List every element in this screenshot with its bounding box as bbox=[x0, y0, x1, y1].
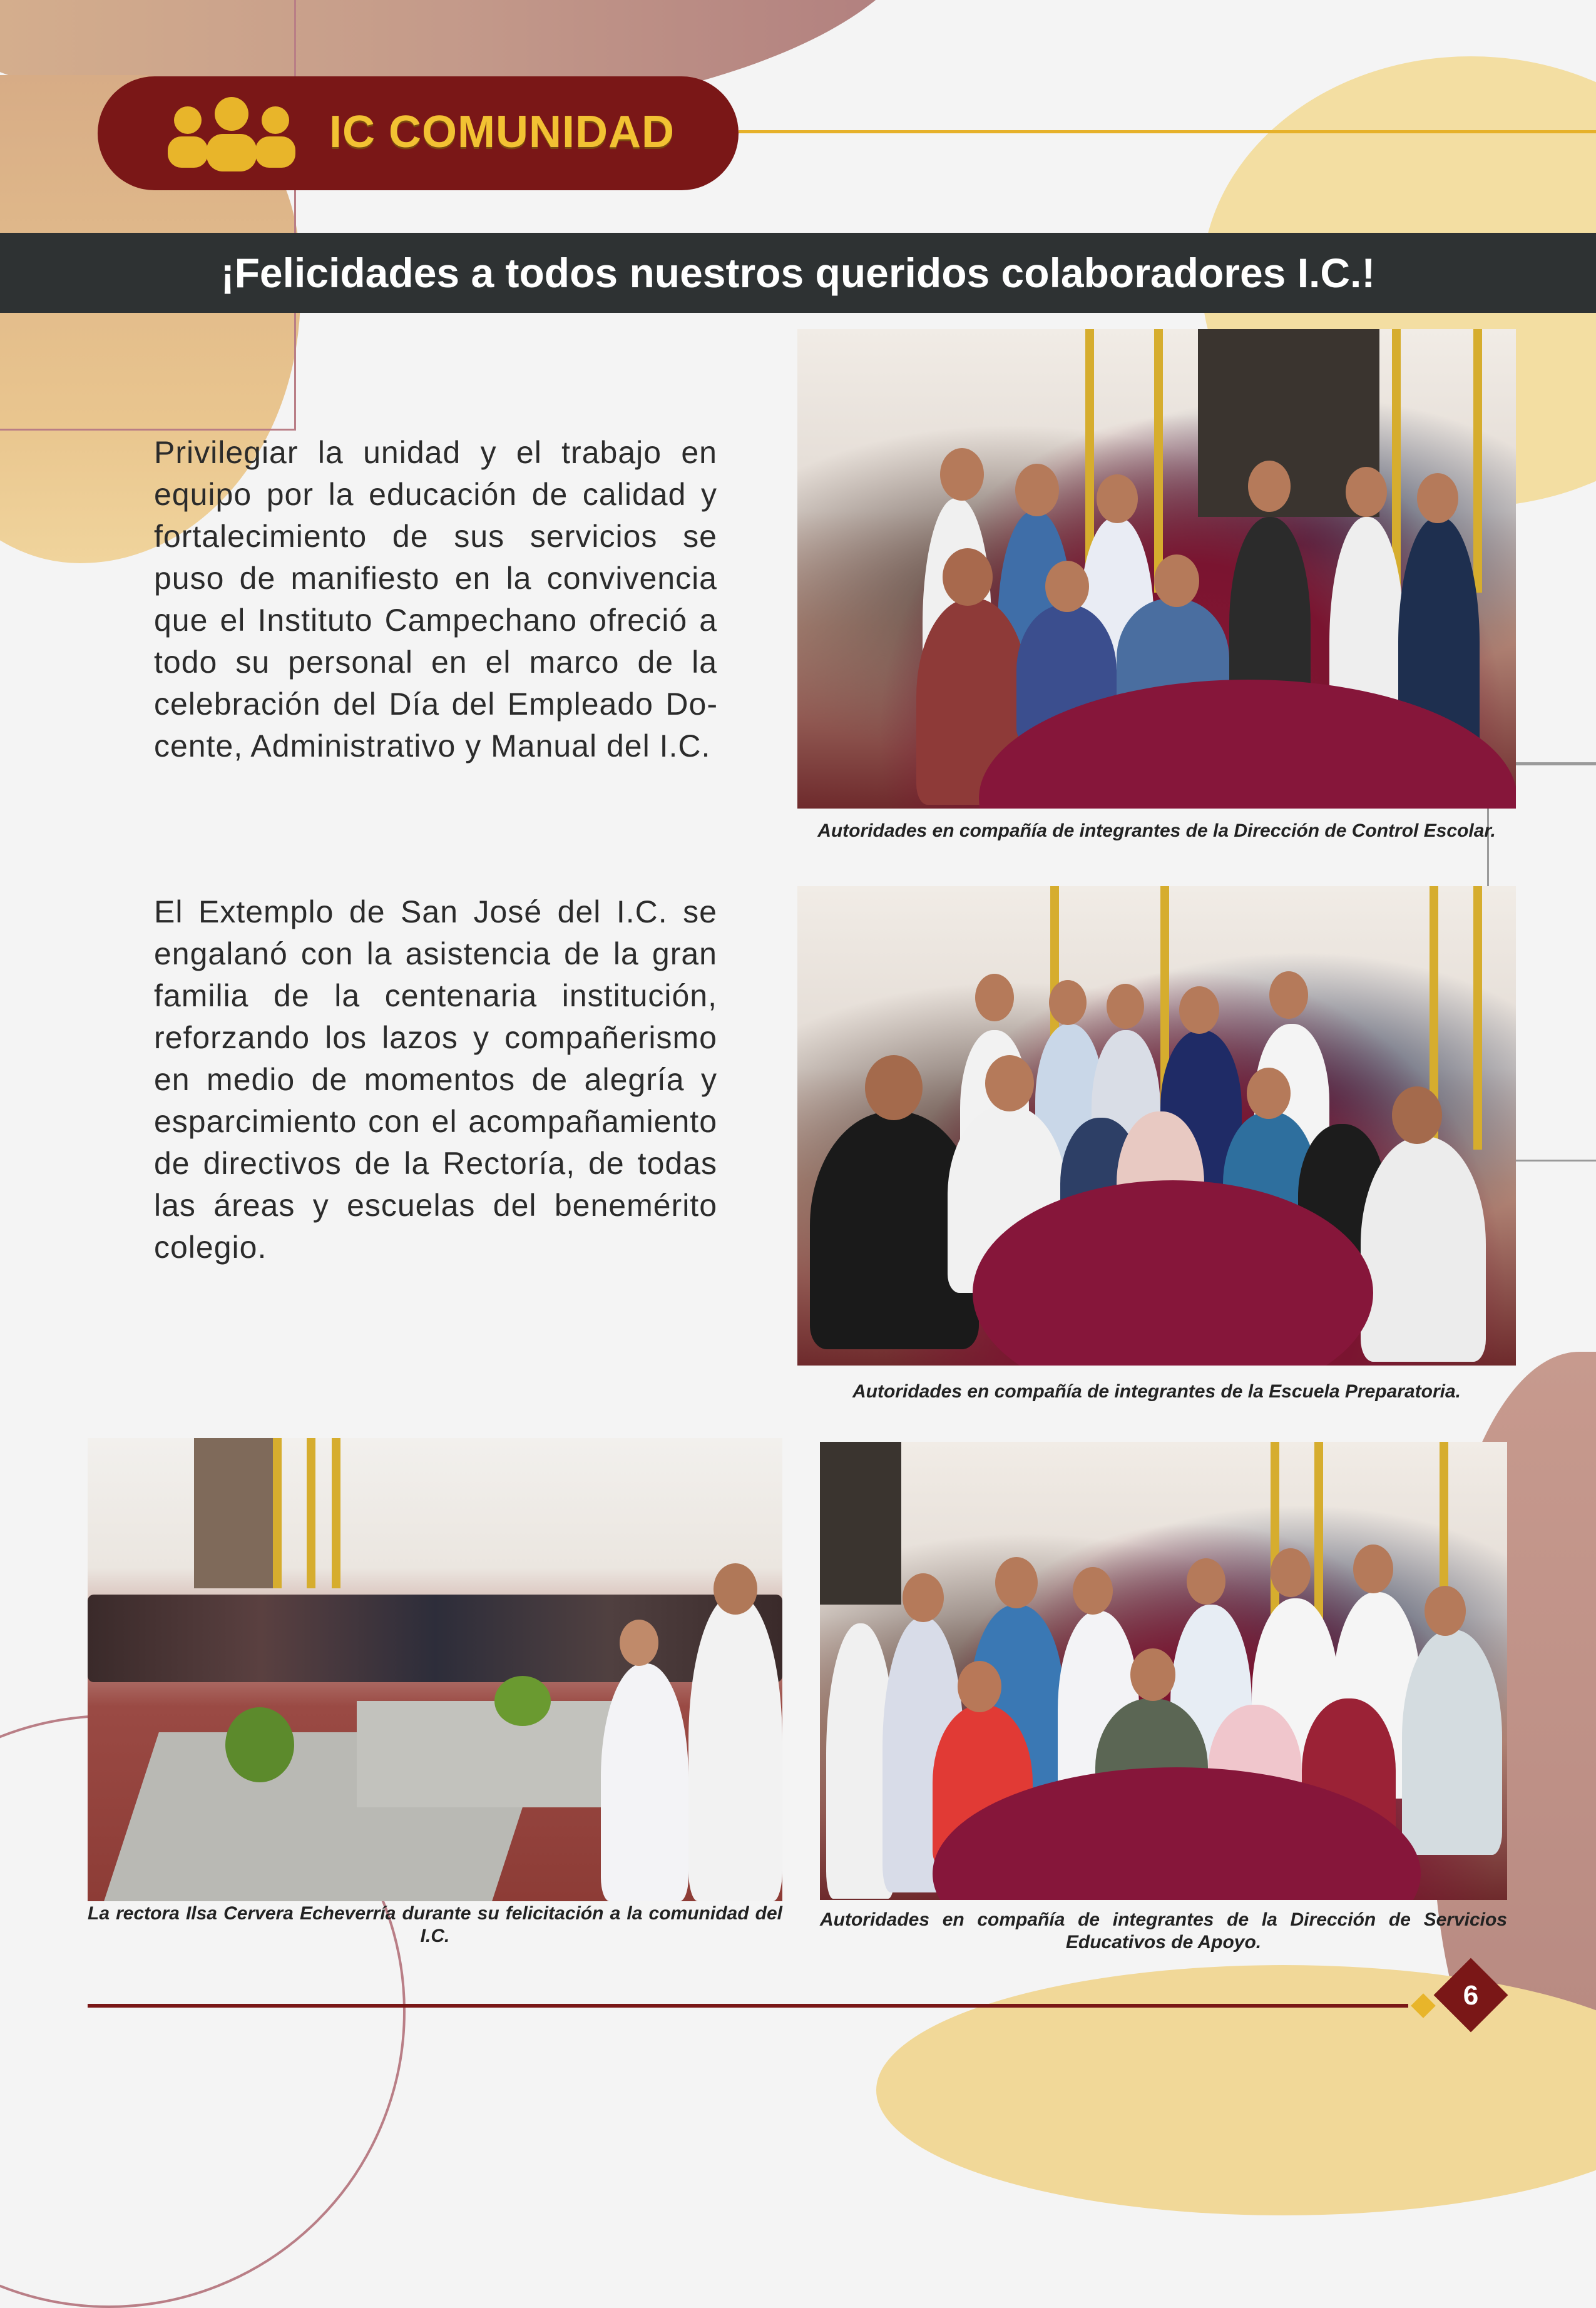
community-icon bbox=[163, 94, 300, 175]
photo-rectora-felicitacion bbox=[88, 1438, 782, 1901]
photo-control-escolar bbox=[797, 329, 1516, 809]
altar-image bbox=[194, 1438, 275, 1588]
photo-caption-4: Autoridades en compañía de integrantes de la Dirección de Servicios Educativos de Apoyo. bbox=[820, 1909, 1507, 1953]
section-header-pill bbox=[98, 76, 739, 190]
photo-servicios-educativos bbox=[820, 1442, 1507, 1900]
plant bbox=[494, 1676, 551, 1726]
photo-escuela-preparatoria bbox=[797, 886, 1516, 1366]
photo-caption-2: Autoridades en compañía de integrantes de la Escuela Preparatoria. bbox=[852, 1381, 1461, 1402]
footer-rule bbox=[88, 2004, 1408, 2008]
banner-title: ¡Felicidades a todos nuestros queridos colaboradores I.C.! bbox=[220, 250, 1376, 296]
article-paragraph-1: Privilegiar la unidad y el trabajo en equipo por la educación de calidad y fortalecimiento de sus servicios se puso de manifiesto en la convivencia que el Instituto Campechano ofreció a todo su personal en el marco de la celebración del Día del Empleado Docente, Administrativo y Manual del I.C. bbox=[154, 435, 717, 763]
section-title: IC COMUNIDAD bbox=[329, 107, 675, 157]
outline-line-right-top bbox=[1515, 762, 1596, 764]
article-paragraph-2: El Extemplo de San José del I.C. se engalanó con la asistencia de la gran familia de la centenaria institución, reforzando los lazos y compañerismo en medio de momentos de alegría y esparcimiento con el acompañamiento de directivos de la Rectoría, de todas las áreas y escuelas del benemérito colegio. bbox=[154, 894, 717, 1265]
plant bbox=[225, 1707, 294, 1782]
outline-frame-top-left bbox=[0, 0, 296, 431]
photo-caption-3: La rectora Ilsa Cervera Echeverría durante su felicitación a la comunidad del I.C. bbox=[88, 1903, 782, 1946]
photo-caption-1: Autoridades en compañía de integrantes de la Dirección de Control Escolar. bbox=[817, 820, 1496, 841]
page-number: 6 bbox=[1463, 1980, 1479, 2011]
header-gold-line bbox=[739, 130, 1596, 133]
title-banner bbox=[0, 233, 1596, 313]
